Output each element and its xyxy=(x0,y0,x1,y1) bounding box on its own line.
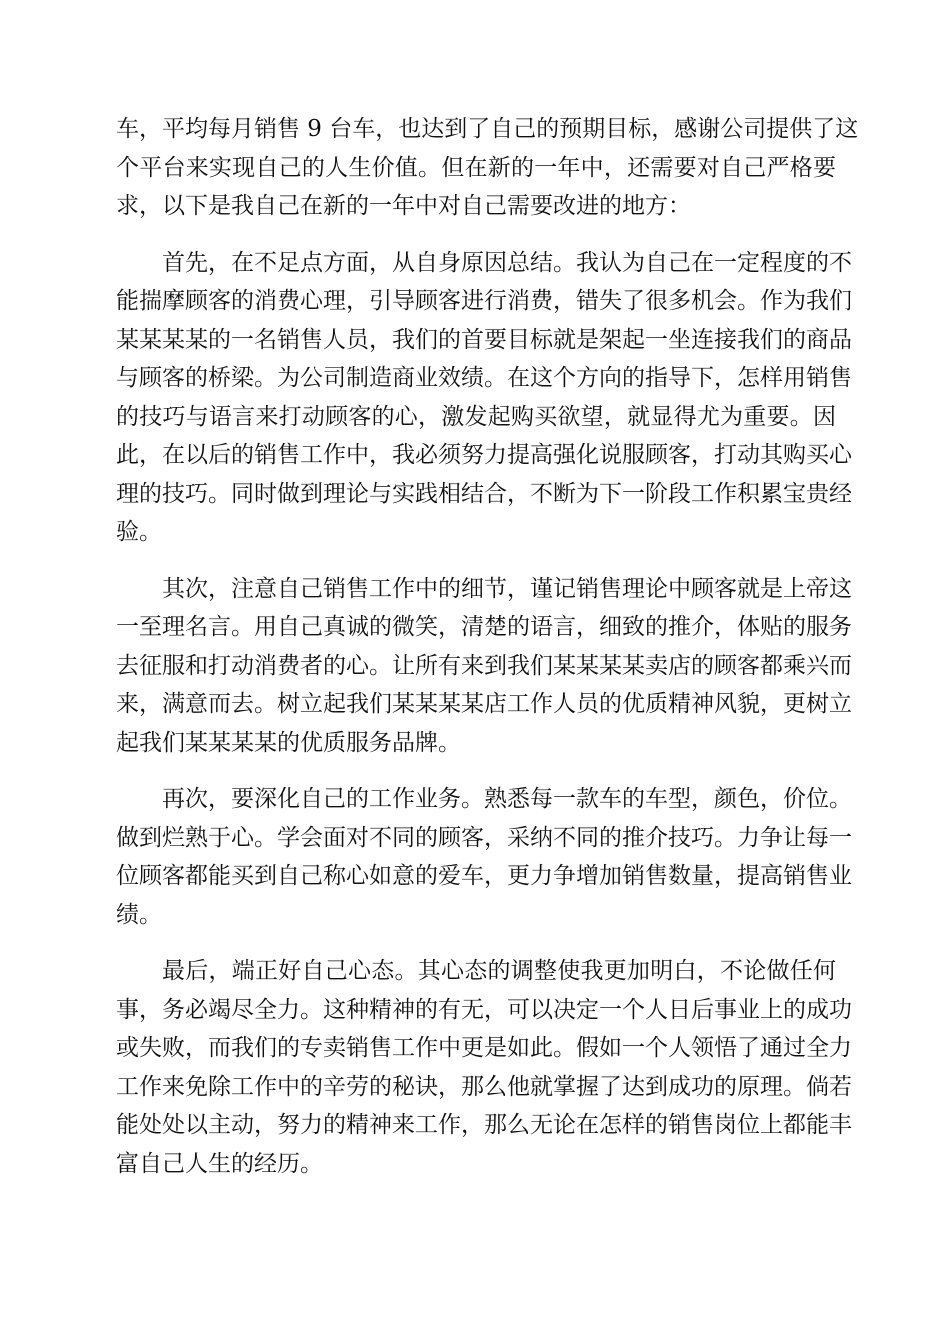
text-line: 能处处以主动，努力的精神来工作，那么无论在怎样的销售岗位上都能丰 xyxy=(116,1112,852,1138)
text-line: 验。 xyxy=(116,519,162,545)
text-line: 理的技巧。同时做到理论与实践相结合，不断为下一阶段工作积累宝贵经 xyxy=(116,480,852,507)
text-line: 某某某某的一名销售人员，我们的首要目标就是架起一坐连接我们的商品 xyxy=(116,326,852,353)
paragraph-second xyxy=(116,570,852,763)
paragraph-first xyxy=(116,244,852,552)
document-page xyxy=(116,110,859,1201)
text-line: 位顾客都能买到自己称心如意的爱车，更力争增加销售数量，提高销售业 xyxy=(116,863,852,889)
text-line: 做到烂熟于心。学会面对不同的顾客，采纳不同的推介技巧。力争让每一 xyxy=(116,824,852,851)
text-line: 再次，要深化自己的工作业务。熟悉每一款车的车型，颜色，价位。 xyxy=(162,786,852,812)
text-line: 车，平均每月销售 9 台车，也达到了自己的预期目标，感谢公司提供了这 xyxy=(116,116,859,142)
text-line: 绩。 xyxy=(116,901,162,928)
text-line: 能揣摩顾客的消费心理，引导顾客进行消费，错失了很多机会。作为我们 xyxy=(116,288,852,314)
text-line: 事，务必竭尽全力。这种精神的有无，可以决定一个人日后事业上的成功 xyxy=(116,996,852,1023)
text-line: 最后，端正好自己心态。其心态的调整使我更加明白，不论做任何 xyxy=(162,958,836,984)
text-line: 个平台来实现自己的人生价值。但在新的一年中，还需要对自己严格要 xyxy=(116,154,836,181)
text-line: 来，满意而去。树立起我们某某某某店工作人员的优质精神风貌，更树立 xyxy=(116,691,852,717)
text-line: 起我们某某某某的优质服务品牌。 xyxy=(116,729,461,756)
text-line: 与顾客的桥梁。为公司制造商业效绩。在这个方向的指导下，怎样用销售 xyxy=(116,365,852,391)
text-line: 工作来免除工作中的辛劳的秘诀，那么他就掌握了达到成功的原理。倘若 xyxy=(116,1073,852,1100)
text-line: 去征服和打动消费者的心。让所有来到我们某某某某卖店的顾客都乘兴而 xyxy=(116,652,852,679)
text-line: 首先，在不足点方面，从自身原因总结。我认为自己在一定程度的不 xyxy=(162,249,852,276)
text-line: 一至理名言。用自己真诚的微笑，清楚的语言，细致的推介，体贴的服务 xyxy=(116,614,852,640)
text-line: 富自己人生的经历。 xyxy=(116,1150,323,1177)
paragraph-fourth xyxy=(116,952,852,1183)
text-line: 其次，注意自己销售工作中的细节，谨记销售理论中顾客就是上帝这 xyxy=(162,575,852,602)
paragraph-third xyxy=(116,780,852,934)
text-line: 的技巧与语言来打动顾客的心，激发起购买欲望，就显得尤为重要。因 xyxy=(116,403,836,430)
text-line: 或失败，而我们的专卖销售工作中更是如此。假如一个人领悟了通过全力 xyxy=(116,1035,852,1061)
text-line: 求，以下是我自己在新的一年中对自己需要改进的地方： xyxy=(116,193,691,219)
paragraph-intro xyxy=(116,110,859,226)
text-line: 此，在以后的销售工作中，我必须努力提高强化说服顾客，打动其购买心 xyxy=(116,442,852,468)
